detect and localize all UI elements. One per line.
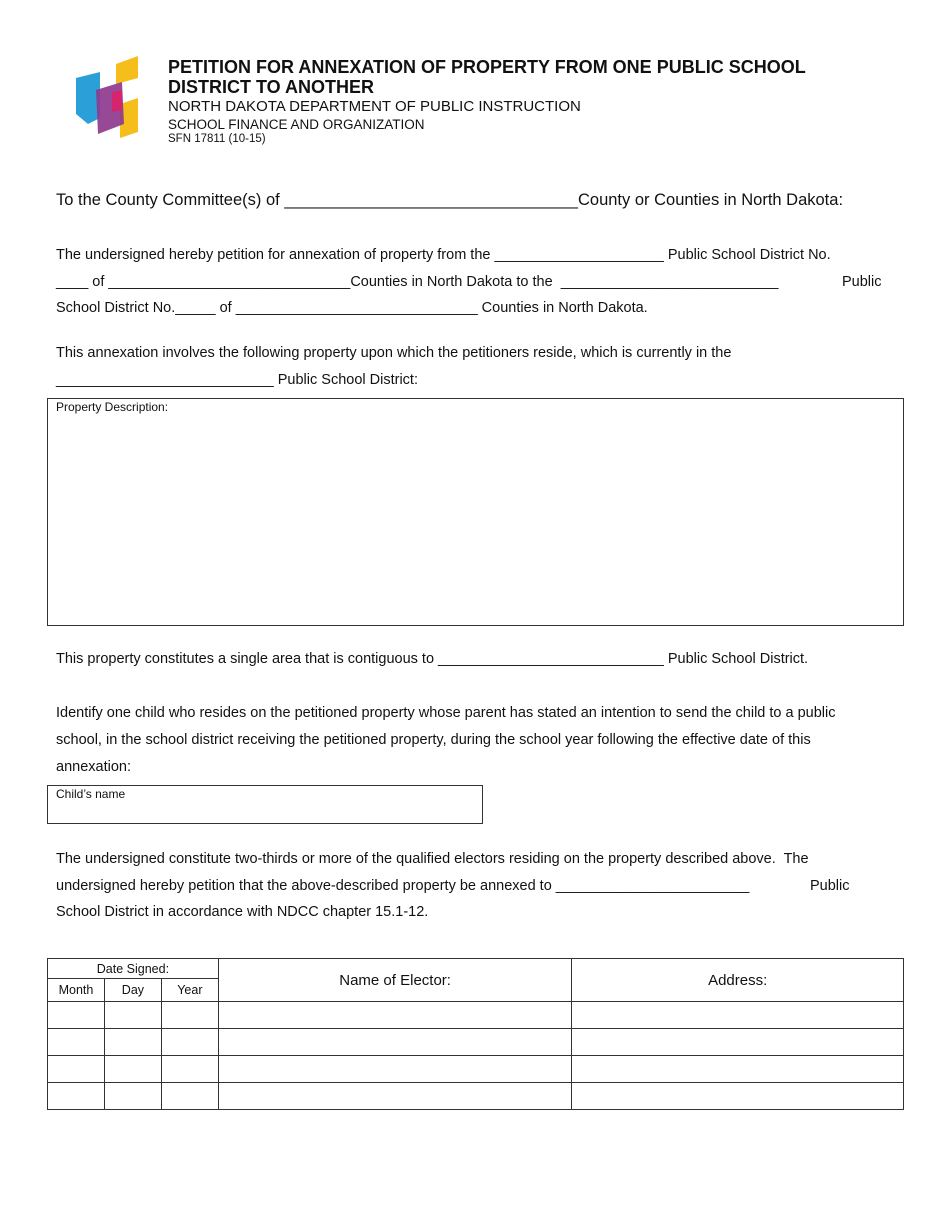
address-cell[interactable]	[572, 1056, 904, 1083]
day-cell[interactable]	[104, 1029, 161, 1056]
form-number: SFN 17811 (10-15)	[168, 133, 266, 145]
year-cell[interactable]	[161, 1002, 218, 1029]
involves-line-2[interactable]: ___________________________ Public School District:	[56, 372, 418, 388]
elector-name-cell[interactable]	[218, 1029, 572, 1056]
year-header: Year	[161, 979, 218, 1002]
year-cell[interactable]	[161, 1056, 218, 1083]
elector-name-cell[interactable]	[218, 1083, 572, 1110]
addressee-line[interactable]: To the County Committee(s) of ________________________________County or Counties in North Dakota:	[56, 191, 844, 209]
property-description-label: Property Description:	[56, 400, 169, 414]
month-cell[interactable]	[48, 1029, 105, 1056]
day-cell[interactable]	[104, 1083, 161, 1110]
ndpi-logo	[74, 54, 140, 138]
petition-line-1[interactable]: The undersigned hereby petition for annexation of property from the _____________________ Public School District No.	[56, 247, 831, 263]
electors-line-1: The undersigned constitute two-thirds or more of the qualified electors residing on the property described above. The	[56, 851, 809, 867]
date-signed-header: Date Signed:	[48, 959, 219, 979]
elector-name-cell[interactable]	[218, 1056, 572, 1083]
child-line-1: Identify one child who resides on the petitioned property whose parent has stated an intention to send the child to a public	[56, 705, 836, 721]
day-cell[interactable]	[104, 1056, 161, 1083]
child-line-2: school, in the school district receiving the petitioned property, during the school year following the effective date of this	[56, 732, 811, 748]
electors-line-2-end: Public	[810, 878, 850, 894]
logo-yellow-top	[116, 56, 138, 84]
electors-line-2[interactable]: undersigned hereby petition that the above-described property be annexed to ________________________	[56, 878, 750, 894]
form-title: PETITION FOR ANNEXATION OF PROPERTY FROM ONE PUBLIC SCHOOL DISTRICT TO ANOTHER	[168, 57, 806, 97]
child-line-3: annexation:	[56, 759, 131, 775]
table-row	[48, 1002, 904, 1029]
table-row	[48, 1056, 904, 1083]
involves-line-1: This annexation involves the following property upon which the petitioners reside, which is currently in the	[56, 345, 732, 361]
elector-name-cell[interactable]	[218, 1002, 572, 1029]
address-cell[interactable]	[572, 1083, 904, 1110]
address-cell[interactable]	[572, 1029, 904, 1056]
child-name-label: Child’s name	[56, 787, 126, 801]
petition-line-2[interactable]: ____ of ______________________________Counties in North Dakota to the ___________________________	[56, 274, 779, 290]
month-cell[interactable]	[48, 1056, 105, 1083]
elector-signature-table	[47, 958, 904, 1110]
table-row	[48, 1029, 904, 1056]
address-cell[interactable]	[572, 1002, 904, 1029]
day-header: Day	[104, 979, 161, 1002]
month-header: Month	[48, 979, 105, 1002]
petition-line-2-end: Public	[842, 274, 882, 290]
division-name: SCHOOL FINANCE AND ORGANIZATION	[168, 117, 425, 132]
year-cell[interactable]	[161, 1083, 218, 1110]
electors-line-3: School District in accordance with NDCC chapter 15.1-12.	[56, 904, 429, 920]
child-name-field[interactable]	[47, 785, 483, 824]
petition-line-3[interactable]: School District No._____ of ______________________________ Counties in North Dakota.	[56, 300, 648, 316]
month-cell[interactable]	[48, 1002, 105, 1029]
day-cell[interactable]	[104, 1002, 161, 1029]
contiguous-line[interactable]: This property constitutes a single area that is contiguous to ____________________________ Public School District.	[56, 651, 809, 667]
property-description-field[interactable]	[47, 398, 904, 626]
month-cell[interactable]	[48, 1083, 105, 1110]
logo-magenta	[112, 90, 122, 112]
address-header: Address:	[572, 959, 904, 1002]
name-of-elector-header: Name of Elector:	[218, 959, 572, 1002]
table-row	[48, 1083, 904, 1110]
department-name: NORTH DAKOTA DEPARTMENT OF PUBLIC INSTRUCTION	[168, 98, 581, 115]
year-cell[interactable]	[161, 1029, 218, 1056]
